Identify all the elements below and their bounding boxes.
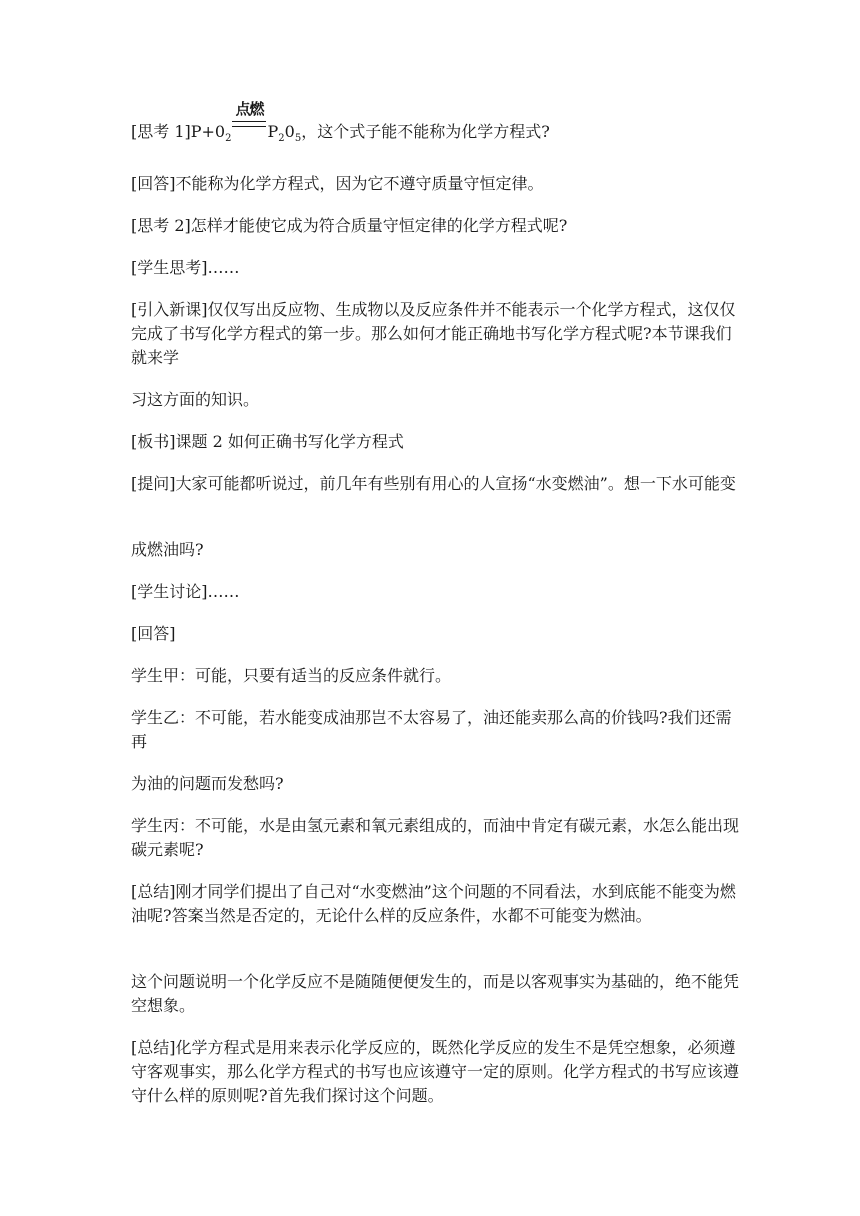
- o-subscript: 5: [294, 133, 302, 145]
- o2-subscript: 2: [225, 133, 232, 145]
- student-a-paragraph: 学生甲：可能，只要有适当的反应条件就行。: [131, 666, 452, 685]
- question-water-continued-paragraph: 成燃油吗?: [131, 540, 204, 559]
- equals-double-line: [232, 121, 266, 127]
- student-thinking-paragraph: [学生思考]……: [131, 258, 240, 277]
- question-1-prefix: [思考 1]P+0: [131, 122, 226, 141]
- intro-paragraph: [引入新课]仅仅写出反应物、生成物以及反应条件并不能表示一个化学方程式，这仅仅完成了书写化学方程式的第一步。那么如何才能正确地书写化学方程式呢?本节课我们就来学: [131, 300, 736, 367]
- conclusion-paragraph: 这个问题说明一个化学反应不是随随便便发生的，而是以客观事实为基础的，绝不能凭空想象。: [131, 972, 740, 1015]
- question-2-paragraph: [思考 2]怎样才能使它成为符合质量守恒定律的化学方程式呢?: [131, 216, 568, 235]
- p-subscript: 2: [278, 133, 285, 145]
- answer-paragraph: [回答]不能称为化学方程式，因为它不遵守质量守恒定律。: [131, 174, 544, 193]
- question-1-suffix: ，这个式子能不能称为化学方程式?: [301, 122, 550, 141]
- student-discussion-paragraph: [学生讨论]……: [131, 582, 240, 601]
- board-title-paragraph: [板书]课题 2 如何正确书写化学方程式: [131, 432, 404, 451]
- summary-1-paragraph: [总结]刚才同学们提出了自己对“水变燃油”这个问题的不同看法，水到底能不能变为燃油呢?答案当然是否定的，无论什么样的反应条件，水都不可能变为燃油。: [131, 882, 736, 925]
- summary-2-paragraph: [总结]化学方程式是用来表示化学反应的，既然化学反应的发生不是凭空想象，必须遵守客观事实，那么化学方程式的书写也应该遵守一定的原则。化学方程式的书写应该遵守什么样的原则呢?首先我们探讨这个问题。: [131, 1038, 740, 1105]
- student-b-paragraph: 学生乙：不可能，若水能变成油那岂不太容易了，油还能卖那么高的价钱吗?我们还需再: [131, 708, 732, 751]
- product-o: 0: [284, 122, 295, 141]
- student-c-paragraph: 学生丙：不可能，水是由氢元素和氧元素组成的，而油中肯定有碳元素，水怎么能出现碳元素呢?: [131, 816, 740, 859]
- student-b-continued-paragraph: 为油的问题而发愁吗?: [131, 774, 284, 793]
- product-p: P: [267, 122, 279, 141]
- answer-heading-paragraph: [回答]: [131, 624, 176, 643]
- reaction-condition-arrow: [232, 100, 266, 137]
- question-1-paragraph: [131, 100, 741, 145]
- reaction-condition-label: 点燃: [235, 100, 264, 118]
- intro-continued-paragraph: 习这方面的知识。: [131, 390, 260, 409]
- question-water-paragraph: [提问]大家可能都听说过，前几年有些别有用心的人宣扬“水变燃油”。想一下水可能变: [131, 474, 736, 493]
